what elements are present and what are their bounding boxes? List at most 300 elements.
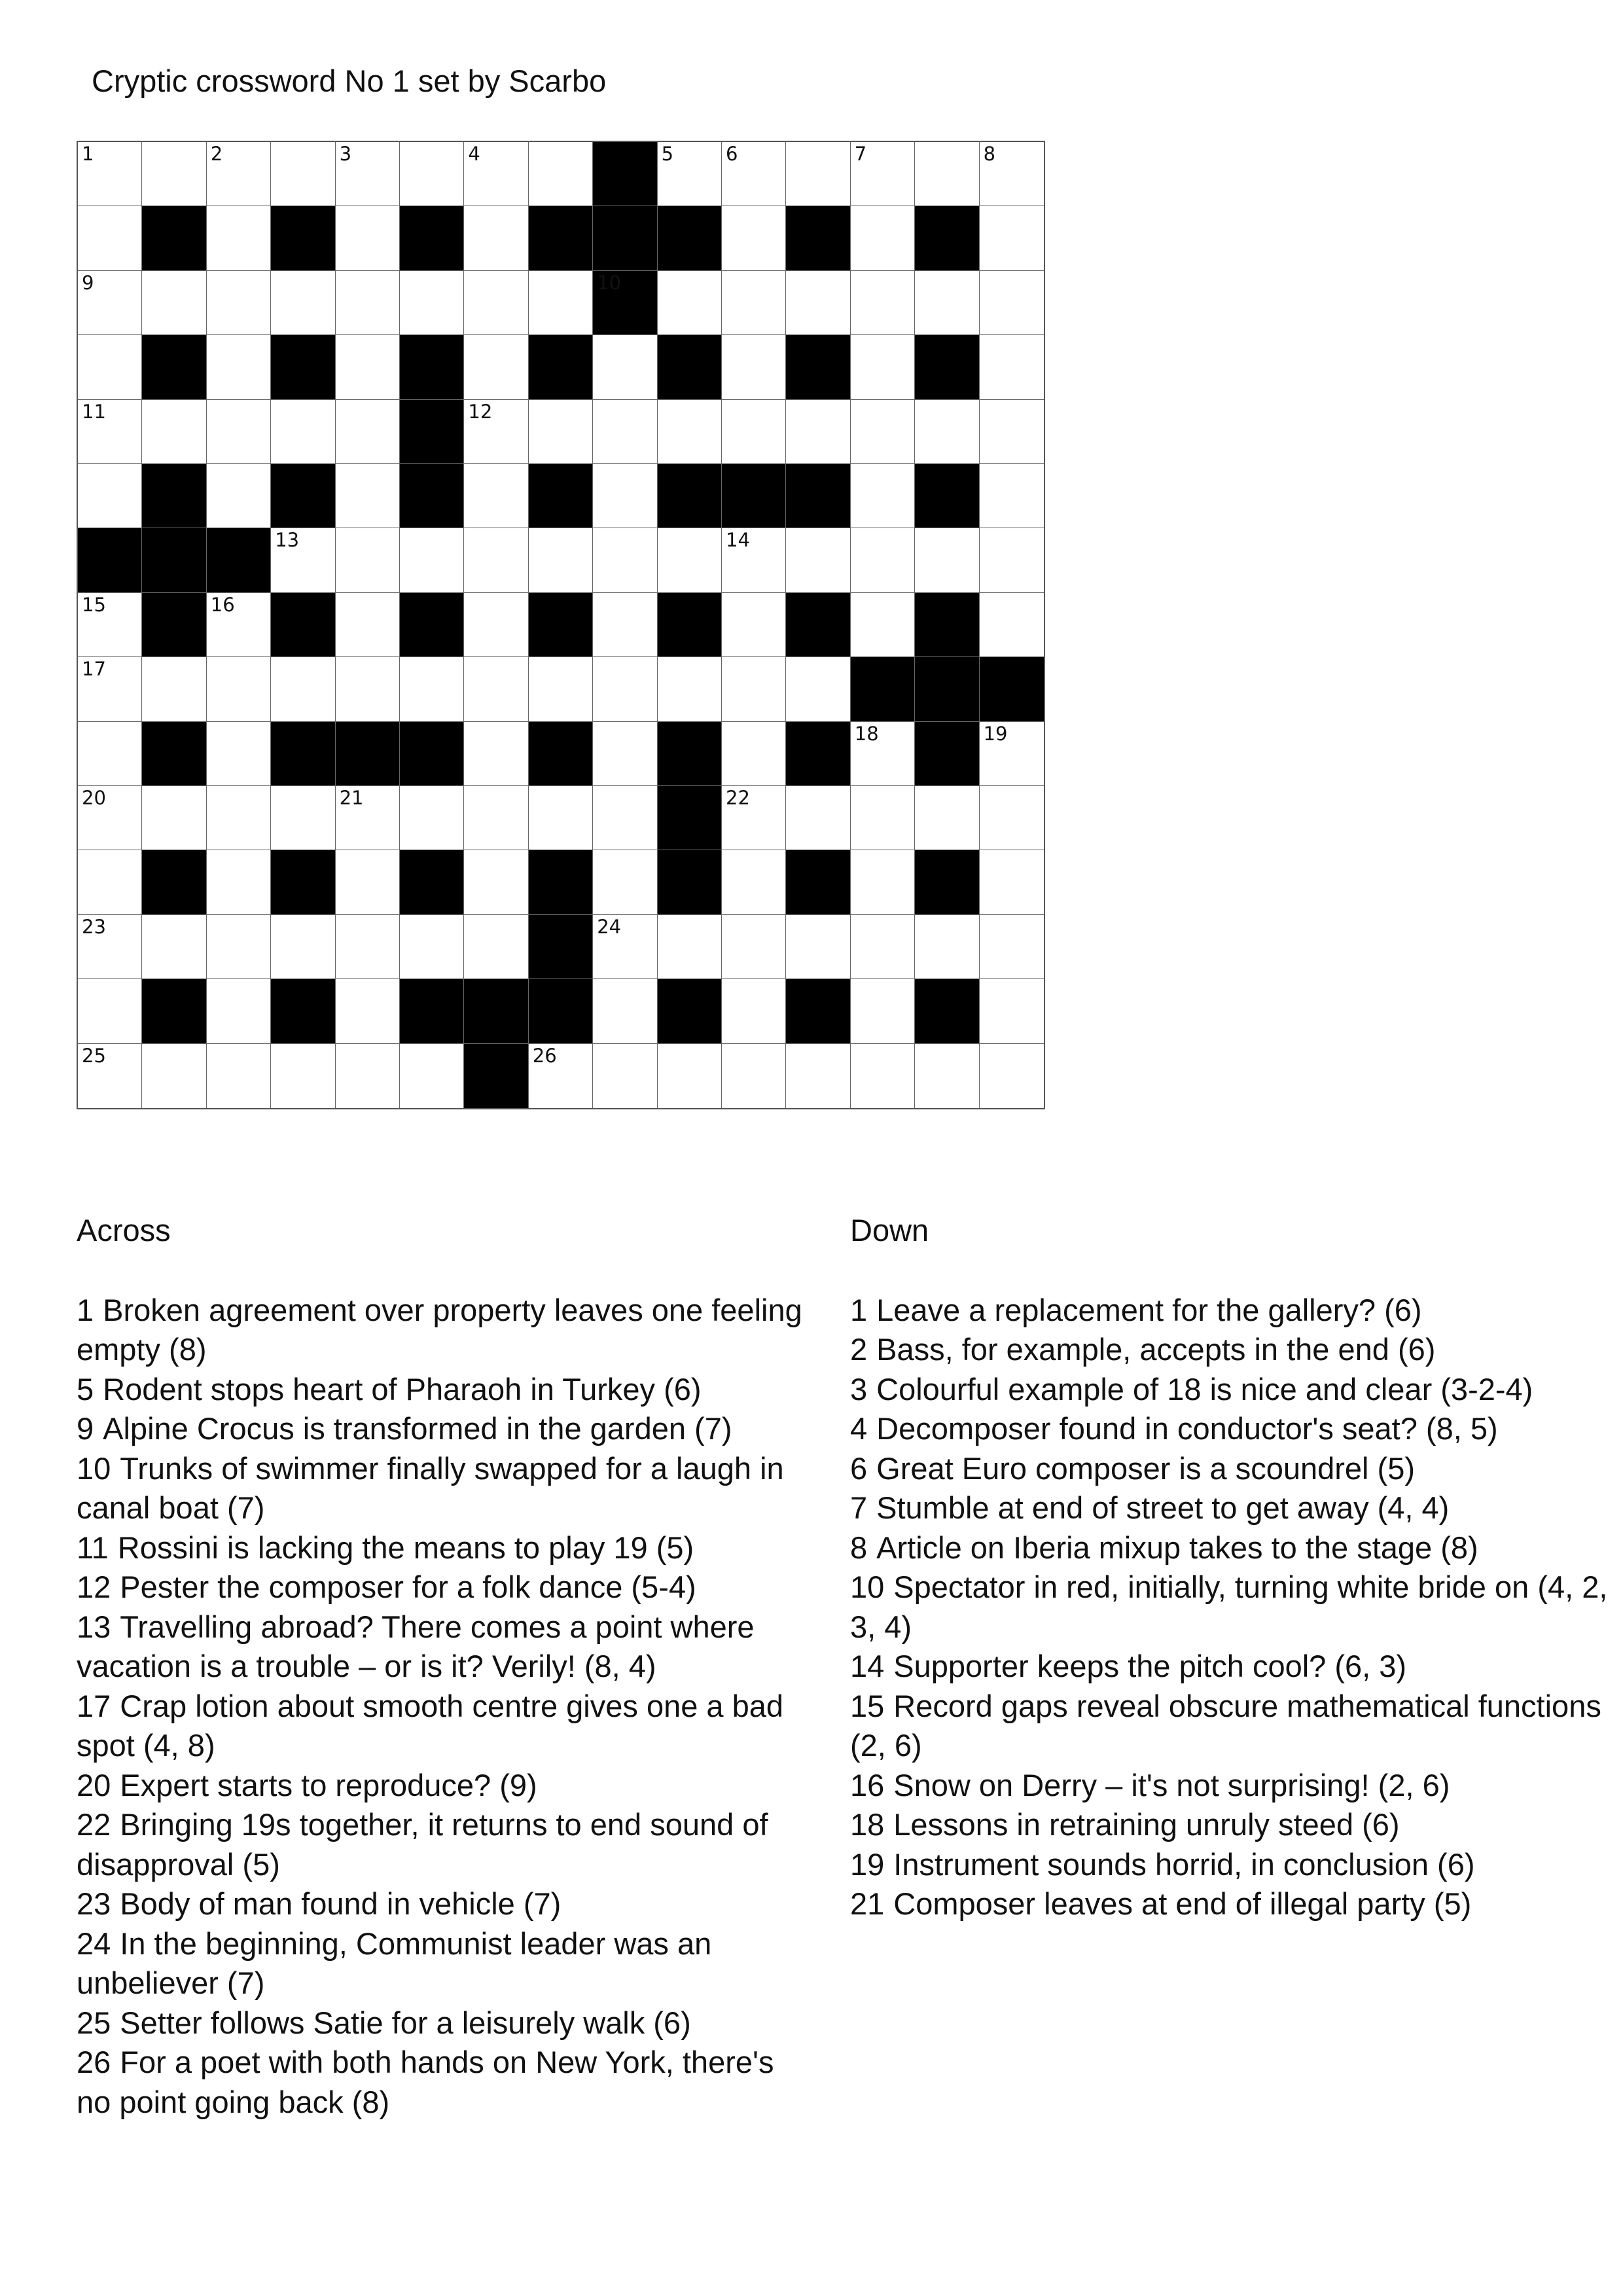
grid-cell[interactable] bbox=[78, 1044, 142, 1108]
grid-cell[interactable] bbox=[722, 400, 786, 464]
clue-text: In the beginning, Communist leader was an unbeliever (7) bbox=[77, 1926, 712, 2000]
clue-number: 4 bbox=[468, 143, 480, 165]
grid-cell[interactable] bbox=[851, 400, 915, 464]
grid-cell[interactable] bbox=[980, 915, 1044, 979]
grid-cell[interactable] bbox=[658, 528, 722, 592]
black-square bbox=[271, 335, 335, 399]
grid-cell[interactable] bbox=[400, 1044, 464, 1108]
grid-cell[interactable] bbox=[207, 915, 271, 979]
across-clue bbox=[77, 1884, 810, 1924]
grid-cell[interactable] bbox=[464, 400, 528, 464]
clue-number: 12 bbox=[468, 400, 493, 423]
black-square bbox=[271, 206, 335, 270]
black-square bbox=[400, 206, 464, 270]
grid-cell[interactable] bbox=[529, 786, 593, 850]
black-square bbox=[464, 979, 528, 1043]
grid-cell[interactable] bbox=[980, 464, 1044, 528]
grid-cell[interactable] bbox=[915, 400, 979, 464]
black-square bbox=[529, 335, 593, 399]
grid-cell[interactable] bbox=[915, 271, 979, 335]
grid-cell[interactable] bbox=[336, 979, 400, 1043]
grid-cell[interactable] bbox=[980, 786, 1044, 850]
grid-cell[interactable] bbox=[78, 979, 142, 1043]
black-square bbox=[271, 722, 335, 786]
black-square bbox=[915, 979, 979, 1043]
black-square bbox=[529, 464, 593, 528]
grid-cell[interactable] bbox=[400, 271, 464, 335]
black-square bbox=[271, 464, 335, 528]
grid-cell[interactable] bbox=[78, 206, 142, 270]
grid-cell[interactable] bbox=[980, 206, 1044, 270]
grid-cell[interactable] bbox=[851, 206, 915, 270]
grid-cell[interactable] bbox=[78, 271, 142, 335]
clue-number: 10 bbox=[597, 271, 622, 294]
clue-number: 5 bbox=[661, 143, 674, 165]
clue-text: Lessons in retraining unruly steed (6) bbox=[893, 1807, 1400, 1842]
grid-cell[interactable] bbox=[78, 142, 142, 206]
grid-cell[interactable] bbox=[336, 915, 400, 979]
black-square bbox=[980, 657, 1044, 721]
grid-cell[interactable] bbox=[722, 335, 786, 399]
clue-number-label: 1 bbox=[850, 1292, 868, 1327]
clue-text: Bringing 19s together, it returns to end sound of disapproval (5) bbox=[77, 1807, 768, 1882]
grid-cell[interactable] bbox=[786, 271, 850, 335]
black-square bbox=[271, 593, 335, 657]
grid-cell[interactable] bbox=[529, 1044, 593, 1108]
grid-cell[interactable] bbox=[915, 528, 979, 592]
grid-cell[interactable] bbox=[207, 657, 271, 721]
grid-cell[interactable] bbox=[722, 657, 786, 721]
black-square bbox=[915, 850, 979, 914]
grid-cell[interactable] bbox=[593, 400, 657, 464]
grid-cell[interactable] bbox=[464, 142, 528, 206]
grid-cell[interactable] bbox=[207, 271, 271, 335]
black-square bbox=[915, 657, 979, 721]
grid-cell[interactable] bbox=[593, 528, 657, 592]
clue-number-label: 3 bbox=[850, 1371, 868, 1407]
grid-cell[interactable] bbox=[593, 850, 657, 914]
grid-cell[interactable] bbox=[851, 528, 915, 592]
grid-cell[interactable] bbox=[851, 786, 915, 850]
grid-cell[interactable] bbox=[336, 206, 400, 270]
clue-number-label: 4 bbox=[850, 1411, 868, 1446]
black-square bbox=[851, 657, 915, 721]
black-square bbox=[915, 722, 979, 786]
black-square bbox=[786, 850, 850, 914]
clue-number-label: 16 bbox=[850, 1767, 885, 1803]
clue-text: Leave a replacement for the gallery? (6) bbox=[876, 1292, 1422, 1327]
across-clue bbox=[77, 1805, 810, 1884]
clue-number-label: 11 bbox=[77, 1530, 109, 1565]
clue-text: Composer leaves at end of illegal party (5) bbox=[893, 1886, 1472, 1921]
black-square bbox=[593, 271, 657, 335]
grid-cell[interactable] bbox=[722, 593, 786, 657]
across-clue bbox=[77, 1370, 810, 1410]
grid-cell[interactable] bbox=[658, 1044, 722, 1108]
down-clue bbox=[850, 1528, 1616, 1568]
grid-cell[interactable] bbox=[142, 786, 206, 850]
grid-cell[interactable] bbox=[851, 464, 915, 528]
grid-cell[interactable] bbox=[851, 850, 915, 914]
black-square bbox=[658, 850, 722, 914]
grid-cell[interactable] bbox=[336, 786, 400, 850]
grid-cell[interactable] bbox=[915, 915, 979, 979]
black-square bbox=[529, 206, 593, 270]
grid-cell[interactable] bbox=[851, 915, 915, 979]
down-clue bbox=[850, 1766, 1616, 1806]
grid-cell[interactable] bbox=[658, 142, 722, 206]
grid-cell[interactable] bbox=[915, 142, 979, 206]
black-square bbox=[207, 528, 271, 592]
clue-text: Decomposer found in conductor's seat? (8, 5) bbox=[876, 1411, 1498, 1446]
grid-cell[interactable] bbox=[78, 593, 142, 657]
grid-cell[interactable] bbox=[336, 464, 400, 528]
grid-cell[interactable] bbox=[336, 400, 400, 464]
grid-cell[interactable] bbox=[980, 1044, 1044, 1108]
black-square bbox=[400, 722, 464, 786]
clue-number-label: 14 bbox=[850, 1649, 885, 1683]
black-square bbox=[142, 722, 206, 786]
black-square bbox=[464, 1044, 528, 1108]
down-clue bbox=[850, 1687, 1616, 1766]
grid-cell[interactable] bbox=[722, 271, 786, 335]
black-square bbox=[658, 979, 722, 1043]
black-square bbox=[400, 400, 464, 464]
clue-number: 6 bbox=[726, 143, 738, 165]
clue-number-label: 10 bbox=[850, 1570, 885, 1604]
grid-cell[interactable] bbox=[529, 271, 593, 335]
clue-number: 7 bbox=[854, 143, 867, 165]
grid-cell[interactable] bbox=[271, 271, 335, 335]
black-square bbox=[915, 206, 979, 270]
grid-cell[interactable] bbox=[271, 528, 335, 592]
clue-text: Setter follows Satie for a leisurely walk (6) bbox=[120, 2005, 691, 2040]
grid-cell[interactable] bbox=[915, 786, 979, 850]
grid-cell[interactable] bbox=[400, 528, 464, 592]
grid-cell[interactable] bbox=[207, 206, 271, 270]
grid-cell[interactable] bbox=[722, 528, 786, 592]
down-clue bbox=[850, 1291, 1616, 1331]
black-square bbox=[529, 850, 593, 914]
clue-number: 9 bbox=[82, 271, 94, 294]
clue-number-label: 25 bbox=[77, 2005, 111, 2040]
clue-number: 26 bbox=[532, 1044, 557, 1067]
grid-cell[interactable] bbox=[593, 1044, 657, 1108]
grid-cell[interactable] bbox=[980, 593, 1044, 657]
clue-number-label: 22 bbox=[77, 1807, 111, 1842]
across-heading: Across bbox=[77, 1213, 171, 1247]
clue-text: Rodent stops heart of Pharaoh in Turkey (6) bbox=[103, 1371, 702, 1407]
black-square bbox=[658, 786, 722, 850]
across-clue-list bbox=[77, 1291, 810, 2123]
clue-number-label: 10 bbox=[77, 1450, 111, 1486]
grid-cell[interactable] bbox=[851, 722, 915, 786]
grid-cell[interactable] bbox=[464, 271, 528, 335]
grid-cell[interactable] bbox=[142, 142, 206, 206]
black-square bbox=[271, 850, 335, 914]
grid-cell[interactable] bbox=[658, 915, 722, 979]
grid-cell[interactable] bbox=[593, 335, 657, 399]
clue-number-label: 23 bbox=[77, 1886, 111, 1921]
grid-cell[interactable] bbox=[271, 786, 335, 850]
grid-cell[interactable] bbox=[207, 850, 271, 914]
grid-cell[interactable] bbox=[142, 400, 206, 464]
across-clue bbox=[77, 1409, 810, 1449]
clue-number: 2 bbox=[210, 143, 223, 165]
clue-number: 3 bbox=[339, 143, 352, 165]
grid-cell[interactable] bbox=[722, 1044, 786, 1108]
grid-cell[interactable] bbox=[464, 722, 528, 786]
grid-cell[interactable] bbox=[980, 979, 1044, 1043]
grid-cell[interactable] bbox=[593, 722, 657, 786]
black-square bbox=[658, 593, 722, 657]
black-square bbox=[529, 979, 593, 1043]
black-square bbox=[658, 206, 722, 270]
down-clues bbox=[850, 1211, 1616, 1924]
grid-cell[interactable] bbox=[851, 979, 915, 1043]
grid-cell[interactable] bbox=[786, 400, 850, 464]
grid-cell[interactable] bbox=[400, 915, 464, 979]
grid-cell[interactable] bbox=[980, 722, 1044, 786]
grid-cell[interactable] bbox=[78, 400, 142, 464]
crossword-grid bbox=[77, 141, 1045, 1109]
grid-cell[interactable] bbox=[207, 142, 271, 206]
grid-cell[interactable] bbox=[593, 464, 657, 528]
grid-cell[interactable] bbox=[593, 593, 657, 657]
grid-cell[interactable] bbox=[336, 657, 400, 721]
grid-cell[interactable] bbox=[464, 850, 528, 914]
grid-cell[interactable] bbox=[529, 657, 593, 721]
clue-number-label: 8 bbox=[850, 1530, 868, 1565]
clue-text: Article on Iberia mixup takes to the stage (8) bbox=[876, 1530, 1478, 1565]
down-clue bbox=[850, 1845, 1616, 1885]
grid-cell[interactable] bbox=[980, 528, 1044, 592]
grid-cell[interactable] bbox=[336, 1044, 400, 1108]
across-clue bbox=[77, 1687, 810, 1766]
clue-number-label: 12 bbox=[77, 1570, 111, 1604]
black-square bbox=[786, 335, 850, 399]
grid-cell[interactable] bbox=[207, 464, 271, 528]
grid-cell[interactable] bbox=[271, 915, 335, 979]
clue-number-label: 9 bbox=[77, 1411, 94, 1446]
clue-number-label: 24 bbox=[77, 1926, 111, 1961]
black-square bbox=[142, 528, 206, 592]
grid-cell[interactable] bbox=[722, 979, 786, 1043]
black-square bbox=[593, 142, 657, 206]
grid-cell[interactable] bbox=[207, 1044, 271, 1108]
down-clue-list bbox=[850, 1291, 1616, 1924]
grid-cell[interactable] bbox=[786, 142, 850, 206]
down-clue bbox=[850, 1568, 1616, 1647]
grid-cell[interactable] bbox=[207, 400, 271, 464]
grid-cell[interactable] bbox=[980, 335, 1044, 399]
grid-cell[interactable] bbox=[78, 786, 142, 850]
grid-cell[interactable] bbox=[464, 786, 528, 850]
grid-cell[interactable] bbox=[271, 1044, 335, 1108]
grid-cell[interactable] bbox=[207, 335, 271, 399]
clue-number: 1 bbox=[82, 143, 94, 165]
grid-cell[interactable] bbox=[786, 786, 850, 850]
grid-cell[interactable] bbox=[851, 1044, 915, 1108]
black-square bbox=[786, 464, 850, 528]
grid-cell[interactable] bbox=[529, 142, 593, 206]
grid-cell[interactable] bbox=[336, 593, 400, 657]
grid-cell[interactable] bbox=[851, 335, 915, 399]
black-square bbox=[400, 335, 464, 399]
down-clue bbox=[850, 1330, 1616, 1370]
grid-cell[interactable] bbox=[78, 335, 142, 399]
black-square bbox=[658, 722, 722, 786]
grid-cell[interactable] bbox=[271, 142, 335, 206]
grid-cell[interactable] bbox=[593, 657, 657, 721]
grid-cell[interactable] bbox=[400, 657, 464, 721]
grid-cell[interactable] bbox=[336, 528, 400, 592]
grid-cell[interactable] bbox=[78, 915, 142, 979]
grid-cell[interactable] bbox=[336, 335, 400, 399]
clue-text: Stumble at end of street to get away (4, 4) bbox=[876, 1490, 1450, 1525]
grid-cell[interactable] bbox=[786, 528, 850, 592]
black-square bbox=[142, 850, 206, 914]
clue-number: 18 bbox=[854, 722, 879, 745]
grid-cell[interactable] bbox=[980, 400, 1044, 464]
grid-cell[interactable] bbox=[207, 593, 271, 657]
clue-number: 23 bbox=[82, 915, 106, 938]
down-clue bbox=[850, 1449, 1616, 1489]
clue-number: 22 bbox=[726, 787, 750, 809]
grid-cell[interactable] bbox=[142, 657, 206, 721]
grid-cell[interactable] bbox=[851, 271, 915, 335]
across-clue bbox=[77, 1766, 810, 1806]
grid-cell[interactable] bbox=[658, 400, 722, 464]
clue-number-label: 18 bbox=[850, 1807, 885, 1842]
grid-cell[interactable] bbox=[529, 400, 593, 464]
clue-number-label: 13 bbox=[77, 1609, 111, 1644]
grid-cell[interactable] bbox=[336, 271, 400, 335]
black-square bbox=[786, 206, 850, 270]
across-clue bbox=[77, 2003, 810, 2043]
clue-text: Supporter keeps the pitch cool? (6, 3) bbox=[893, 1649, 1407, 1683]
grid-cell[interactable] bbox=[464, 528, 528, 592]
grid-cell[interactable] bbox=[78, 464, 142, 528]
clue-number-label: 1 bbox=[77, 1292, 94, 1327]
grid-cell[interactable] bbox=[78, 657, 142, 721]
black-square bbox=[786, 593, 850, 657]
grid-cell[interactable] bbox=[464, 593, 528, 657]
grid-cell[interactable] bbox=[529, 528, 593, 592]
clue-number: 17 bbox=[82, 658, 106, 681]
black-square bbox=[529, 722, 593, 786]
black-square bbox=[336, 722, 400, 786]
grid-cell[interactable] bbox=[722, 206, 786, 270]
grid-cell[interactable] bbox=[207, 722, 271, 786]
grid-cell[interactable] bbox=[722, 722, 786, 786]
grid-cell[interactable] bbox=[722, 142, 786, 206]
grid-cell[interactable] bbox=[658, 271, 722, 335]
grid-cell[interactable] bbox=[593, 786, 657, 850]
black-square bbox=[529, 915, 593, 979]
clue-text: For a poet with both hands on New York, there's no point going back (8) bbox=[77, 2045, 774, 2119]
grid-cell[interactable] bbox=[78, 850, 142, 914]
black-square bbox=[915, 464, 979, 528]
clue-number: 15 bbox=[82, 593, 106, 616]
black-square bbox=[400, 593, 464, 657]
grid-cell[interactable] bbox=[722, 786, 786, 850]
down-heading: Down bbox=[850, 1213, 929, 1247]
grid-cell[interactable] bbox=[78, 722, 142, 786]
grid-cell[interactable] bbox=[980, 271, 1044, 335]
grid-cell[interactable] bbox=[142, 1044, 206, 1108]
clue-text: Alpine Crocus is transformed in the garden (7) bbox=[103, 1411, 732, 1446]
across-clues bbox=[77, 1211, 810, 2122]
grid-cell[interactable] bbox=[207, 979, 271, 1043]
across-clue bbox=[77, 2043, 810, 2122]
grid-cell[interactable] bbox=[851, 142, 915, 206]
black-square bbox=[400, 464, 464, 528]
grid-cell[interactable] bbox=[915, 1044, 979, 1108]
black-square bbox=[142, 464, 206, 528]
grid-cell[interactable] bbox=[464, 464, 528, 528]
black-square bbox=[722, 464, 786, 528]
grid-cell[interactable] bbox=[980, 142, 1044, 206]
down-clue bbox=[850, 1488, 1616, 1528]
grid-cell[interactable] bbox=[142, 271, 206, 335]
clue-number: 25 bbox=[82, 1044, 106, 1067]
clue-number-label: 6 bbox=[850, 1450, 868, 1486]
grid-cell[interactable] bbox=[786, 915, 850, 979]
grid-cell[interactable] bbox=[336, 142, 400, 206]
clue-number: 13 bbox=[275, 529, 300, 552]
grid-cell[interactable] bbox=[464, 657, 528, 721]
black-square bbox=[142, 979, 206, 1043]
clue-text: Trunks of swimmer finally swapped for a laugh in canal boat (7) bbox=[77, 1450, 784, 1525]
clue-text: Snow on Derry – it's not surprising! (2, 6) bbox=[893, 1767, 1450, 1803]
clue-number-label: 2 bbox=[850, 1332, 868, 1367]
grid-cell[interactable] bbox=[593, 979, 657, 1043]
black-square bbox=[271, 979, 335, 1043]
grid-cell[interactable] bbox=[336, 850, 400, 914]
clue-number-label: 19 bbox=[850, 1846, 885, 1882]
grid-cell[interactable] bbox=[593, 915, 657, 979]
across-clue bbox=[77, 1449, 810, 1528]
grid-cell[interactable] bbox=[722, 850, 786, 914]
clue-number: 11 bbox=[82, 400, 106, 423]
grid-cell[interactable] bbox=[464, 335, 528, 399]
clue-number: 16 bbox=[210, 593, 235, 616]
clue-number: 20 bbox=[82, 787, 106, 809]
clue-number-label: 26 bbox=[77, 2045, 111, 2079]
grid-cell[interactable] bbox=[271, 400, 335, 464]
grid-cell[interactable] bbox=[464, 206, 528, 270]
grid-cell[interactable] bbox=[722, 915, 786, 979]
clue-number: 8 bbox=[983, 143, 996, 165]
grid-cell[interactable] bbox=[400, 786, 464, 850]
grid-cell[interactable] bbox=[271, 657, 335, 721]
clue-text: Crap lotion about smooth centre gives one a bad spot (4, 8) bbox=[77, 1688, 784, 1763]
grid-cell[interactable] bbox=[400, 142, 464, 206]
clue-text: Travelling abroad? There comes a point where vacation is a trouble – or is it? Verily! (8, 4) bbox=[77, 1609, 755, 1683]
grid-cell[interactable] bbox=[464, 915, 528, 979]
grid-cell[interactable] bbox=[142, 915, 206, 979]
grid-cell[interactable] bbox=[980, 850, 1044, 914]
grid-cell[interactable] bbox=[207, 786, 271, 850]
grid-cell[interactable] bbox=[851, 593, 915, 657]
black-square bbox=[400, 850, 464, 914]
clue-number: 24 bbox=[597, 915, 622, 938]
grid-cell[interactable] bbox=[786, 1044, 850, 1108]
clue-text: Colourful example of 18 is nice and clear (3-2-4) bbox=[876, 1371, 1533, 1407]
grid-cell[interactable] bbox=[786, 657, 850, 721]
grid-cell[interactable] bbox=[658, 657, 722, 721]
